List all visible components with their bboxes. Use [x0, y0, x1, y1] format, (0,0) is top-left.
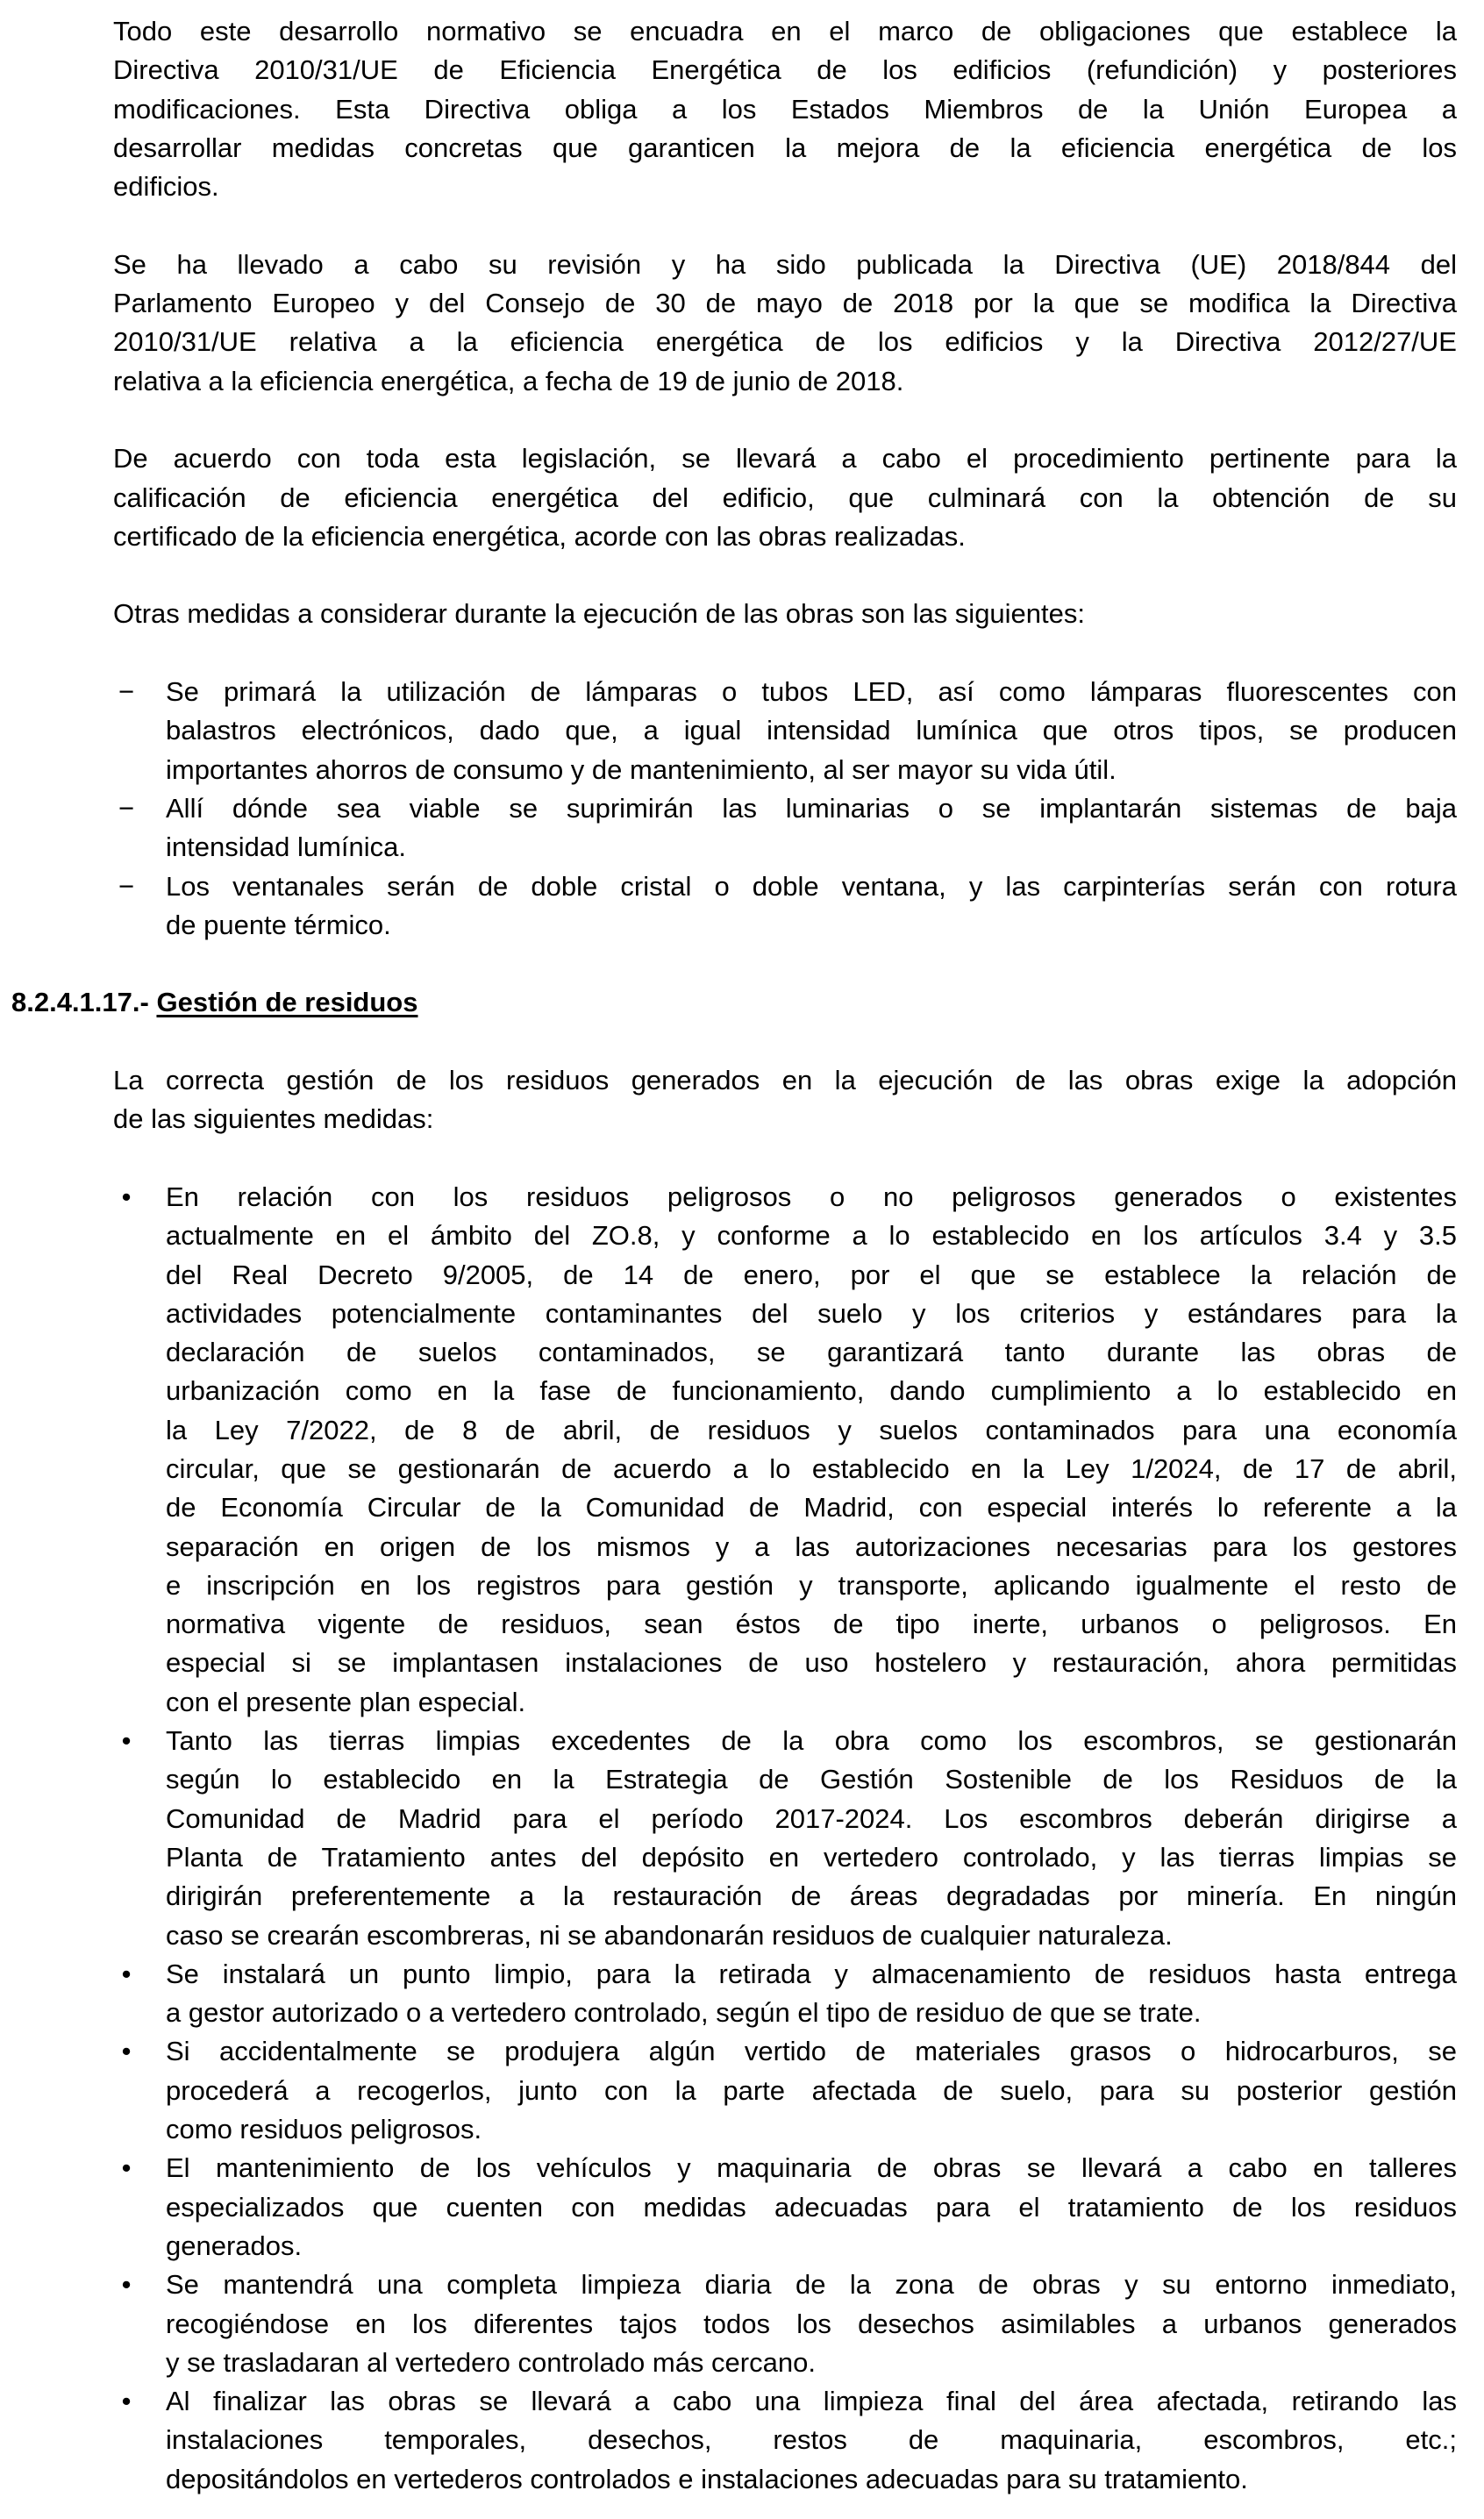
text-line: dirigirán preferentemente a la restauración de áreas degradadas por minería. En ningún	[166, 1880, 1457, 1912]
text-line: Directiva 2010/31/UE de Eficiencia Energética de los edificios (refundición) y posteriores	[113, 54, 1457, 86]
document-page	[0, 12, 1484, 2499]
text-line: de Economía Circular de la Comunidad de Madrid, con especial interés lo referente a la	[166, 1492, 1457, 1524]
bullet-icon: •	[121, 2152, 132, 2184]
dash-icon: −	[118, 792, 135, 824]
text-line: Tanto las tierras limpias excedentes de la obra como los escombros, se gestionarán	[166, 1725, 1457, 1757]
text-line: Allí dónde sea viable se suprimirán las luminarias o se implantarán sistemas de baja	[166, 792, 1457, 824]
paragraph-spacer	[0, 1139, 1484, 1178]
paragraph-spacer	[0, 401, 1484, 439]
dash-icon: −	[118, 870, 135, 902]
dash-list-item	[118, 789, 1457, 867]
bullet-icon: •	[121, 1725, 132, 1757]
text-line: La correcta gestión de los residuos generados en la ejecución de las obras exige la adopción	[113, 1065, 1457, 1096]
text-line: y se trasladaran al vertedero controlado más cercano.	[166, 2346, 816, 2378]
paragraph-spacer	[0, 1023, 1484, 1061]
dash-list-item	[118, 673, 1457, 789]
text-line: recogiéndose en los diferentes tajos todos los desechos asimilables a urbanos generados	[166, 2308, 1457, 2339]
paragraph	[113, 246, 1457, 401]
paragraph-spacer	[0, 556, 1484, 595]
text-line: desarrollar medidas concretas que garanticen la mejora de la eficiencia energética de los	[113, 132, 1457, 163]
text-line: actualmente en el ámbito del ZO.8, y conforme a lo establecido en los artículos 3.4 y 3.5	[166, 1220, 1457, 1252]
text-line: separación en origen de los mismos y a las autorizaciones necesarias para los gestores	[166, 1531, 1457, 1562]
text-line: Otras medidas a considerar durante la ejecución de las obras son las siguientes:	[113, 598, 1086, 630]
text-line: relativa a la eficiencia energética, a fecha de 19 de junio de 2018.	[113, 365, 904, 396]
text-line: según lo establecido en la Estrategia de Gestión Sostenible de los Residuos de la	[166, 1764, 1457, 1795]
section-title: Gestión de residuos	[156, 987, 418, 1018]
bullet-icon: •	[121, 1958, 132, 1989]
text-line: de puente térmico.	[166, 909, 391, 940]
dash-list-item	[118, 867, 1457, 946]
text-line: actividades potencialmente contaminantes del suelo y los criterios y estándares para la	[166, 1297, 1457, 1329]
bullet-list-item	[121, 2266, 1457, 2382]
text-line: procederá a recogerlos, junto con la parte afectada de suelo, para su posterior gestión	[166, 2074, 1457, 2106]
bullet-list-item	[121, 1955, 1457, 2033]
text-line: con el presente plan especial.	[166, 1686, 526, 1717]
bullet-list-item	[121, 2382, 1457, 2499]
text-line: e inscripción en los registros para gestión y transporte, aplicando igualmente el resto de	[166, 1569, 1457, 1601]
text-line: declaración de suelos contaminados, se garantizará tanto durante las obras de	[166, 1337, 1457, 1368]
bullet-list-item	[121, 2149, 1457, 2266]
text-line: calificación de eficiencia energética del edificio, que culminará con la obtención de su	[113, 482, 1457, 513]
text-line: normativa vigente de residuos, sean éstos de tipo inerte, urbanos o peligrosos. En	[166, 1609, 1457, 1640]
bullet-list-item	[121, 2032, 1457, 2149]
text-line: Si accidentalmente se produjera algún vertido de materiales grasos o hidrocarburos, se	[166, 2036, 1457, 2067]
text-line: Se instalará un punto limpio, para la retirada y almacenamiento de residuos hasta entrega	[166, 1958, 1457, 1989]
text-line: Comunidad de Madrid para el período 2017-2024. Los escombros deberán dirigirse a	[166, 1802, 1457, 1834]
paragraph-spacer	[0, 945, 1484, 983]
text-line: certificado de la eficiencia energética, acorde con las obras realizadas.	[113, 520, 966, 552]
text-line: En relación con los residuos peligrosos o no peligrosos generados o existentes	[166, 1181, 1457, 1212]
text-line: Planta de Tratamiento antes del depósito en vertedero controlado, y las tierras limpias se	[166, 1841, 1457, 1873]
bullet-icon: •	[121, 2386, 132, 2417]
bullet-list-item	[121, 1178, 1457, 1722]
text-line: depositándolos en vertederos controlados e instalaciones adecuadas para su tratamiento.	[166, 2463, 1248, 2494]
text-line: urbanización como en la fase de funcionamiento, dando cumplimiento a lo establecido en	[166, 1375, 1457, 1407]
text-line: la Ley 7/2022, de 8 de abril, de residuos y suelos contaminados para una economía	[166, 1414, 1457, 1445]
text-line: 2010/31/UE relativa a la eficiencia energética de los edificios y la Directiva 2012/27/UE	[113, 326, 1457, 358]
text-line: edificios.	[113, 171, 219, 203]
bullet-icon: •	[121, 2269, 132, 2301]
bullet-icon: •	[121, 1181, 132, 1212]
paragraph	[113, 595, 1457, 633]
text-line: especializados que cuenten con medidas adecuadas para el tratamiento de los residuos	[166, 2191, 1457, 2223]
text-line: modificaciones. Esta Directiva obliga a los Estados Miembros de la Unión Europea a	[113, 93, 1457, 125]
text-line: instalaciones temporales, desechos, restos de maquinaria, escombros, etc.;	[166, 2424, 1457, 2456]
section-number: 8.2.4.1.17.-	[11, 987, 149, 1018]
text-line: circular, que se gestionarán de acuerdo a lo establecido en la Ley 1/2024, de 17 de abril,	[166, 1452, 1457, 1484]
text-line: especial si se implantasen instalaciones de uso hostelero y restauración, ahora permitidas	[166, 1647, 1457, 1679]
text-line: De acuerdo con toda esta legislación, se llevará a cabo el procedimiento pertinente para la	[113, 443, 1457, 475]
text-line: caso se crearán escombreras, ni se abandonarán residuos de cualquier naturaleza.	[166, 1919, 1173, 1951]
text-line: balastros electrónicos, dado que, a igual intensidad lumínica que otros tipos, se producen	[166, 715, 1457, 746]
paragraph-spacer	[0, 634, 1484, 673]
text-line: del Real Decreto 9/2005, de 14 de enero, por el que se establece la relación de	[166, 1259, 1457, 1290]
paragraph	[113, 12, 1457, 206]
text-line: Se mantendrá una completa limpieza diaria de la zona de obras y su entorno inmediato,	[166, 2269, 1457, 2301]
text-line: Los ventanales serán de doble cristal o doble ventana, y las carpinterías serán con rotura	[166, 870, 1457, 902]
dash-icon: −	[118, 676, 135, 708]
text-line: Se primará la utilización de lámparas o tubos LED, así como lámparas fluorescentes con	[166, 676, 1457, 708]
paragraph-spacer	[0, 206, 1484, 245]
text-line: Se ha llevado a cabo su revisión y ha sido publicada la Directiva (UE) 2018/844 del	[113, 248, 1457, 280]
text-line: a gestor autorizado o a vertedero controlado, según el tipo de residuo de que se trate.	[166, 1997, 1202, 2029]
text-line: Al finalizar las obras se llevará a cabo una limpieza final del área afectada, retirando las	[166, 2386, 1457, 2417]
paragraph	[113, 439, 1457, 556]
text-line: generados.	[166, 2230, 303, 2261]
text-line: intensidad lumínica.	[166, 831, 406, 863]
paragraph	[113, 1061, 1457, 1139]
bullet-list-item	[121, 1722, 1457, 1955]
section-heading	[11, 983, 1484, 1022]
bullet-icon: •	[121, 2036, 132, 2067]
text-line: Todo este desarrollo normativo se encuadra en el marco de obligaciones que establece la	[113, 16, 1457, 46]
text-line: El mantenimiento de los vehículos y maquinaria de obras se llevará a cabo en talleres	[166, 2152, 1457, 2184]
text-line: como residuos peligrosos.	[166, 2114, 482, 2145]
text-line: importantes ahorros de consumo y de mantenimiento, al ser mayor su vida útil.	[166, 753, 1117, 785]
text-line: Parlamento Europeo y del Consejo de 30 de mayo de 2018 por la que se modifica la Directiva	[113, 288, 1457, 319]
text-line: de las siguientes medidas:	[113, 1103, 434, 1135]
